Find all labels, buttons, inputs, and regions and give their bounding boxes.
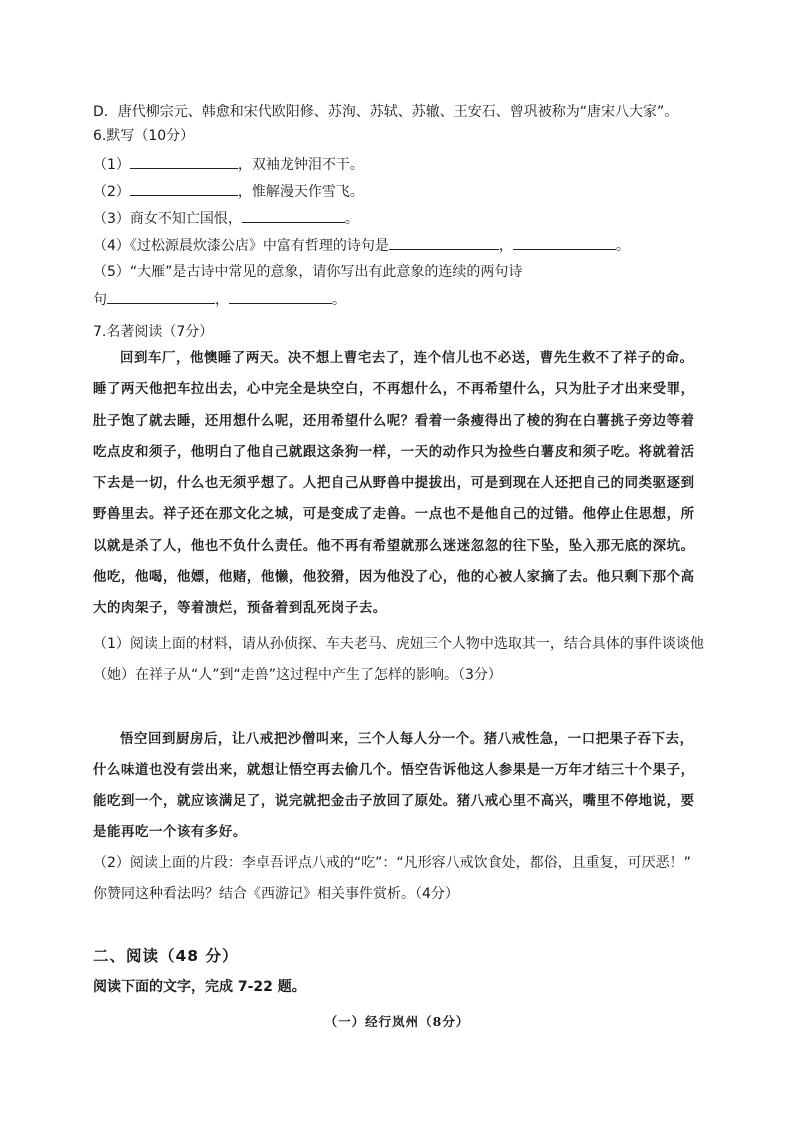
- answer-blank[interactable]: [513, 235, 616, 250]
- passage-line: 能吃到一个，就应该满足了，说完就把金击子放回了原处。猪八戒心里不高兴，嘴里不停地说，要: [93, 793, 695, 809]
- question-6-item-5: [93, 262, 522, 282]
- passage-line: 吃点皮和须子，他明白了他自己就跟这条狗一样，一天的动作只为捡些白薯皮和须子吃。将就着活: [93, 443, 695, 460]
- item-1-prefix: （1）: [93, 157, 130, 173]
- passage-line: 他吃，他喝，他嫖，他赌，他懒，他狡猾，因为他没了心，他的心被人家摘了去。他只剩下那个高: [93, 569, 695, 586]
- item-1-suffix: ，双袖龙钟泪不干。: [237, 157, 364, 173]
- passage-line: 下去是一切，什么也无须乎想了。人把自己从野兽中提拔出，可是到现在人还把自己的同类驱逐到: [93, 475, 695, 492]
- question-7-sub-1: [93, 634, 704, 654]
- item-5-line2-prefix: 句: [93, 292, 107, 308]
- item-5-mid: ，: [215, 292, 229, 308]
- passage-line: 什么味道也没有尝出来，就想让悟空再去偷几个。悟空告诉他这人参果是一万年才结三十个果子，: [93, 762, 695, 778]
- question-6-item-5-line-2: [93, 289, 346, 310]
- sub-2-line-1: （2）阅读上面的片段：李卓吾评点八戒的“吃”：“凡形容八戒饮食处，都俗，且重复，可厌恶！”: [93, 855, 691, 871]
- sub-2-line-2: 你赞同这种看法吗？结合《西游记》相关事件赏析。（4分）: [93, 886, 459, 902]
- item-5-text: （5）“大雁”是古诗中常见的意象，请你写出有此意象的连续的两句诗: [93, 264, 523, 280]
- passage-camel-xiangzi: [93, 343, 705, 625]
- answer-blank[interactable]: [242, 208, 345, 223]
- answer-blank[interactable]: [130, 181, 238, 196]
- passage-line: 大的肉架子，等着溃烂，预备着到乱死岗子去。: [93, 600, 387, 617]
- question-6-item-3: [93, 208, 359, 229]
- answer-blank[interactable]: [130, 154, 238, 169]
- item-5-suffix: 。: [332, 292, 346, 308]
- question-6-item-1: [93, 154, 364, 175]
- sub-1-line-2: （她）在祥子从“人”到“走兽”这过程中产生了怎样的影响。（3分）: [93, 667, 502, 683]
- passage-journey-west: [93, 724, 705, 848]
- section-2-heading: [93, 946, 238, 966]
- answer-blank[interactable]: [107, 289, 215, 304]
- question-6-title-text: 6.默写（10分）: [93, 128, 195, 144]
- item-4-text: （4）《过松源晨炊漆公店》中富有哲理的诗句是: [93, 238, 389, 254]
- question-6-title: [93, 126, 194, 146]
- passage-line: 肚子饱了就去睡，还用想什么呢，还用希望什么呢？看着一条瘦得出了棱的狗在白薯挑子旁边等着: [93, 412, 695, 429]
- item-3-text: （3）商女不知亡国恨，: [93, 211, 242, 227]
- section-2-instruction: [93, 977, 306, 997]
- passage-line: 悟空回到厨房后，让八戒把沙僧叫来，三个人每人分一个。猪八戒性急，一口把果子吞下去，: [120, 731, 694, 747]
- reading-passage-title-text: （一）经行岚州（8分）: [324, 1014, 470, 1029]
- passage-line: 回到车厂，他懊睡了两天。决不想上曹宅去了，连个信儿也不必送，曹先生救不了祥子的命。: [120, 350, 694, 366]
- passage-line: 睡了两天他把车拉出去，心中完全是块空白，不再想什么，不再希望什么，只为肚子才出来受罪，: [93, 381, 695, 398]
- question-6-item-2: [93, 181, 364, 202]
- question-6-item-4: [93, 235, 630, 256]
- passage-line: 野兽里去。祥子还在那文化之城，可是变成了走兽。一点也不是他自己的过错。他停止住思想，所: [93, 506, 695, 523]
- answer-blank[interactable]: [389, 235, 499, 250]
- sub-1-line-1: （1）阅读上面的材料，请从孙侦探、车夫老马、虎妞三个人物中选取其一，结合具体的事件谈谈他: [93, 636, 704, 652]
- passage-line: 是能再吃一个该有多好。: [93, 824, 247, 840]
- question-7-title-text: 7.名著阅读（7分）: [93, 324, 214, 340]
- item-2-prefix: （2）: [93, 184, 130, 200]
- section-2-heading-text: 二、阅读（48 分）: [93, 947, 239, 965]
- question-7-sub-1-line-2: [93, 665, 502, 685]
- option-d: [93, 102, 678, 122]
- item-4-mid: ，: [498, 238, 513, 254]
- question-7-sub-2: [93, 853, 691, 873]
- option-d-text: D．唐代柳宗元、韩愈和宋代欧阳修、苏洵、苏轼、苏辙、王安石、曾巩被称为“唐宋八大家”。: [93, 104, 679, 120]
- passage-line: 以就是杀了人，他也不负什么责任。他不再有希望就那么迷迷忽忽的往下坠，坠入那无底的深坑。: [93, 537, 695, 554]
- question-7-title: [93, 322, 213, 342]
- reading-passage-title: [0, 1012, 794, 1030]
- item-3-suffix: 。: [344, 211, 359, 227]
- question-7-sub-2-line-2: [93, 884, 459, 904]
- section-2-instruction-text: 阅读下面的文字，完成 7-22 题。: [93, 979, 306, 995]
- item-4-suffix: 。: [615, 238, 630, 254]
- answer-blank[interactable]: [229, 289, 332, 304]
- item-2-suffix: ，惟解漫天作雪飞。: [237, 184, 364, 200]
